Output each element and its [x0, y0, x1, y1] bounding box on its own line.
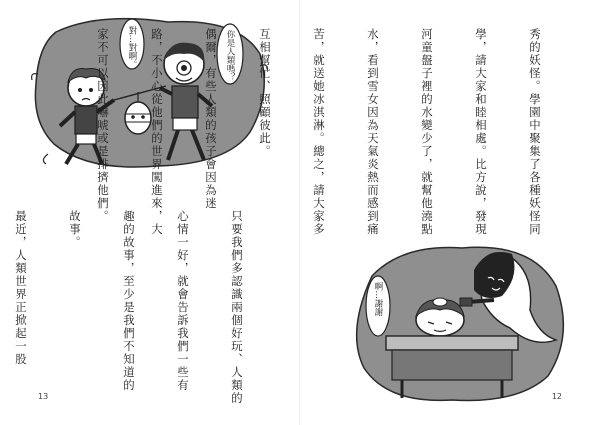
- text-line: 偶爾，有些人類的孩子會因為迷: [204, 28, 218, 210]
- text-line: 只要我們多認識兩個好玩、人類的: [230, 210, 244, 405]
- text-line: 苦，就送她冰淇淋。總之，請大家多: [312, 28, 326, 236]
- text-line: 互相幫忙、照顧彼此。: [258, 28, 272, 158]
- text-line: 秀的妖怪。學園中聚集了各種妖怪同: [528, 28, 542, 236]
- text-line: 水，看到雪女因為天氣炎熱而感到痛: [366, 28, 380, 236]
- text-line: 最近，人類世界正掀起一股: [14, 210, 28, 366]
- text-line: 河童盤子裡的水變少了，就幫他澆點: [420, 28, 434, 236]
- text-line: 路，不小心從他們的世界闖進來，大: [150, 28, 164, 236]
- page-number-left: 13: [38, 392, 49, 401]
- sleepy-boy-figure: [416, 298, 464, 336]
- text-line: 趣的故事，至少是我們不知道的: [122, 210, 136, 392]
- text-line: 故事。: [68, 210, 82, 249]
- page-number-right: 12: [551, 392, 562, 401]
- text-line: 心情一好，就會告訴我們一些有: [176, 210, 190, 392]
- text-line: 學，請大家和睦相處。比方說，發現: [474, 28, 488, 236]
- right-illustration: [342, 236, 570, 406]
- text-line: 家不可以因此嚇唬或是排擠他們。: [96, 28, 110, 223]
- speech-bubble-thanks: 啊…謝謝: [373, 282, 383, 316]
- speech-bubble-question: 你是人類嗎？: [225, 30, 235, 81]
- speech-bubble-scared: 對…對啊。: [127, 26, 137, 69]
